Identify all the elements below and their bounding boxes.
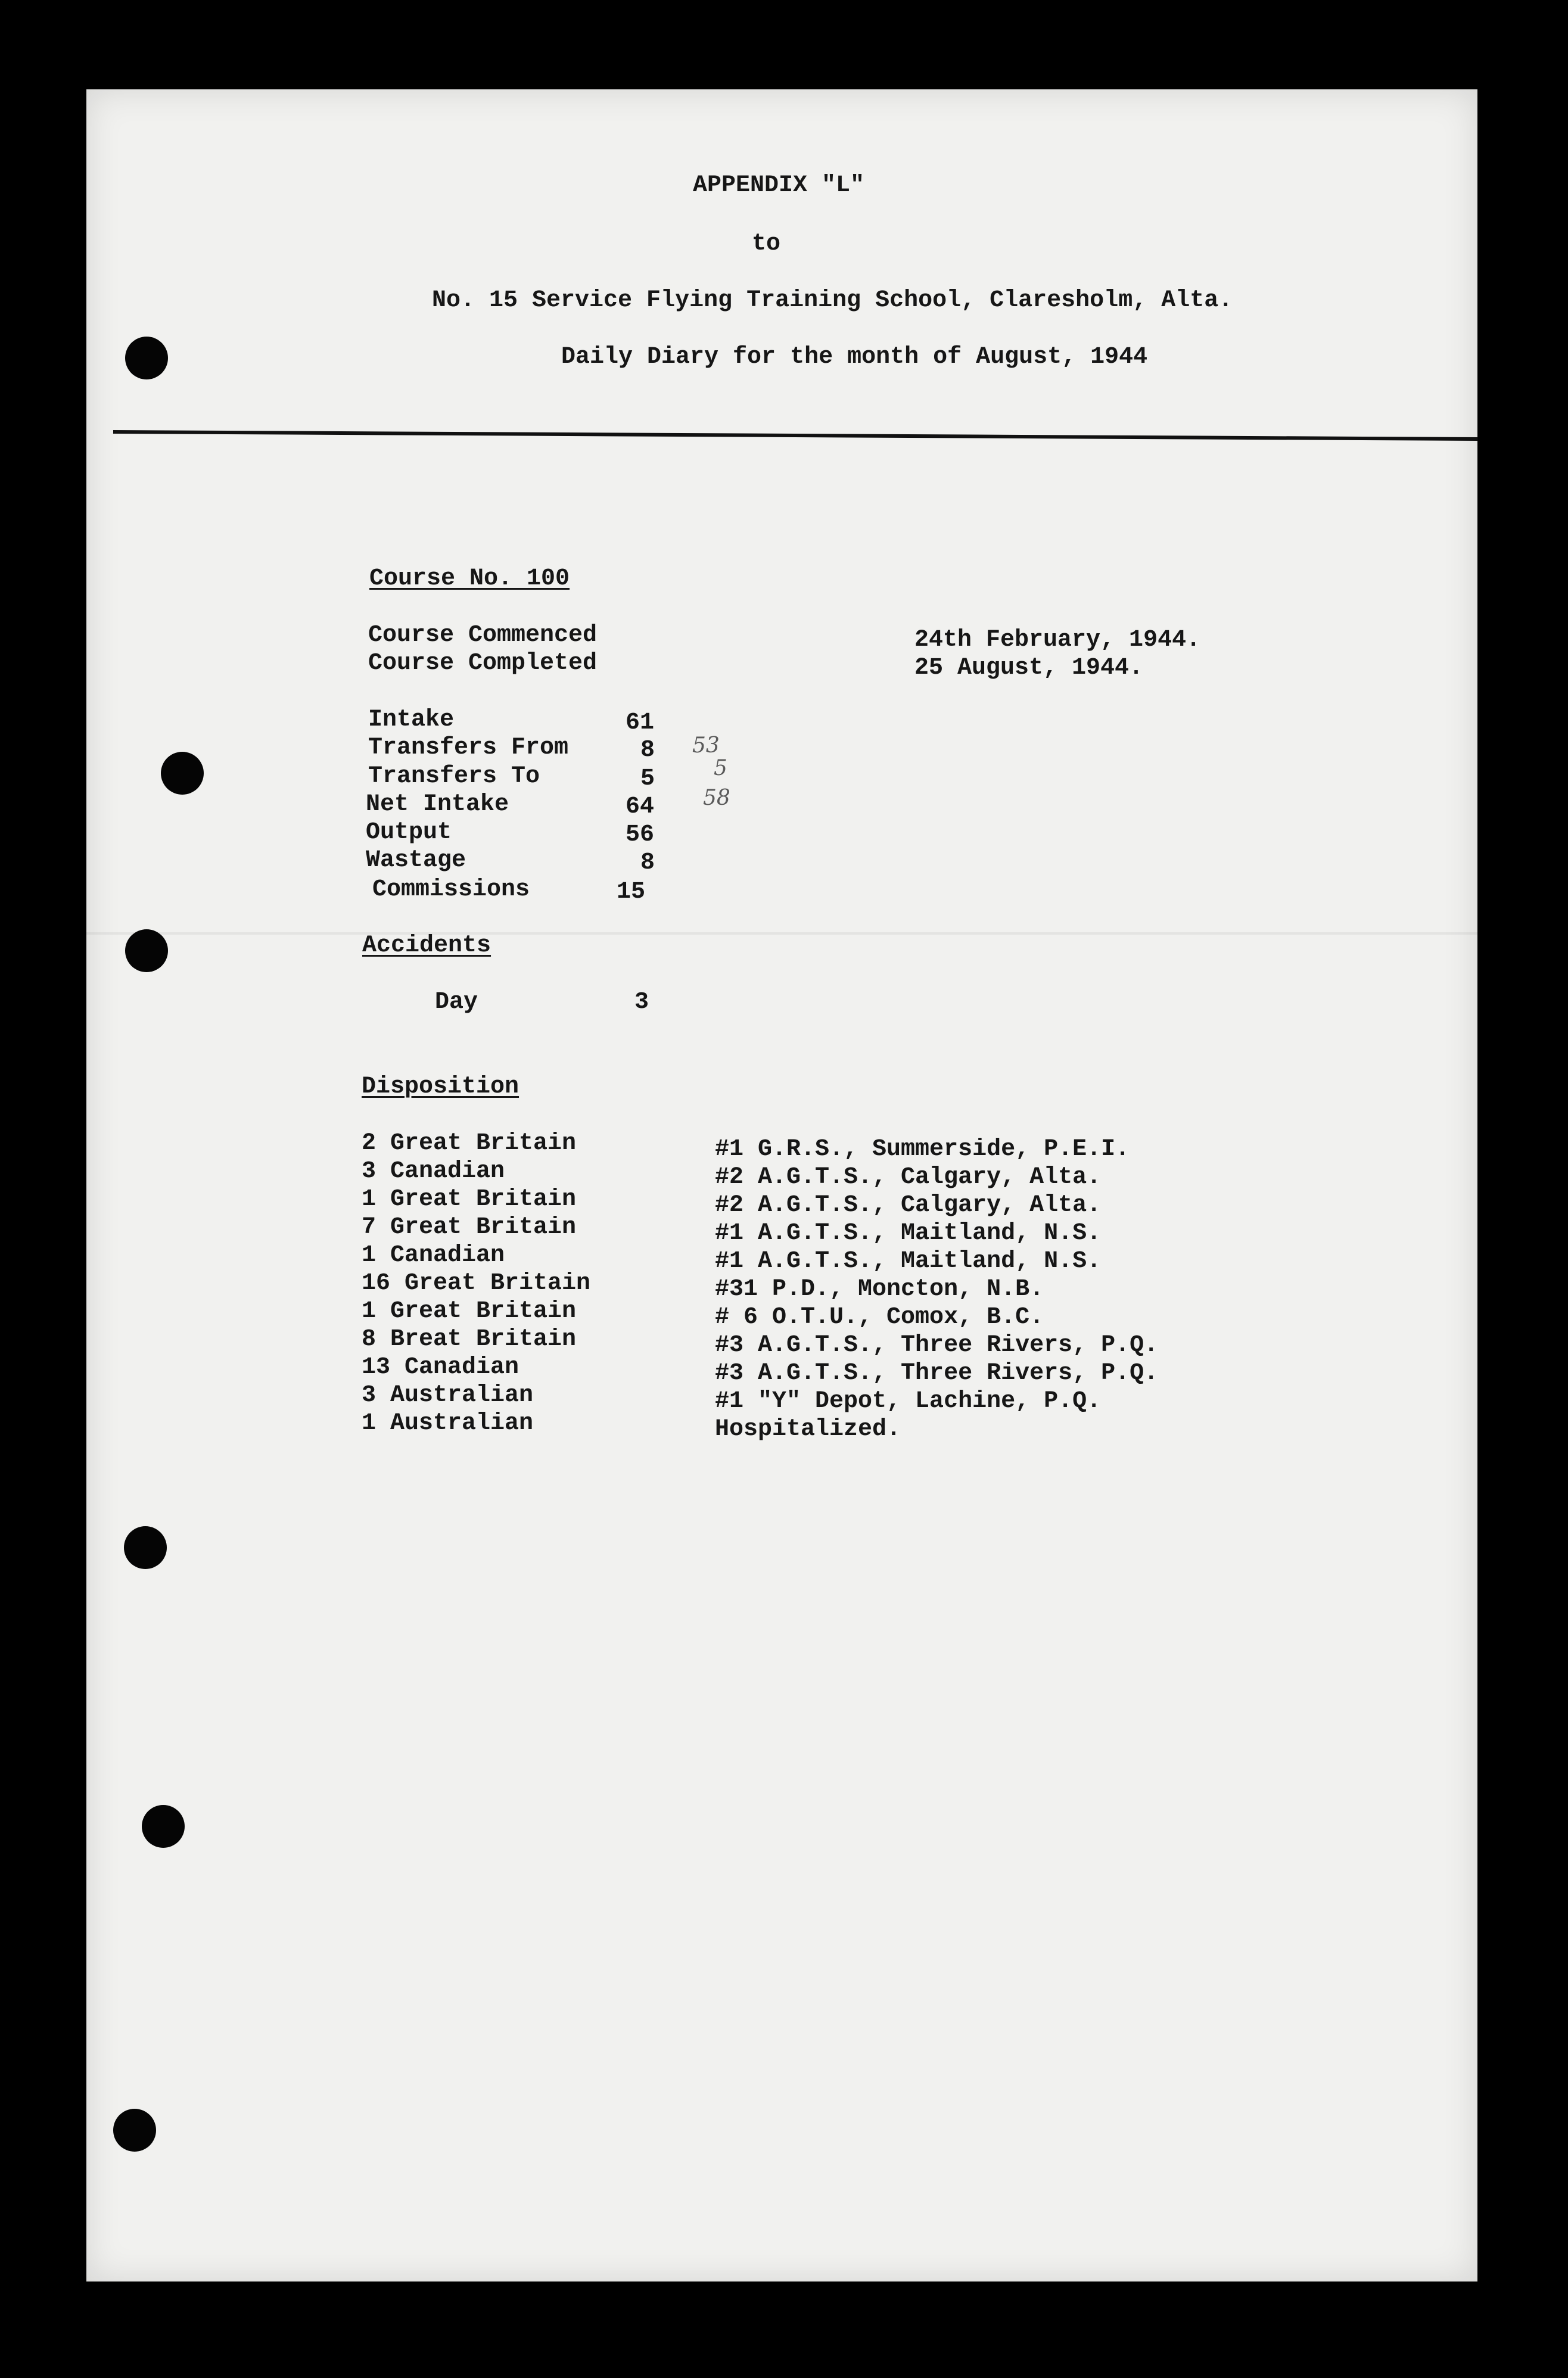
accidents-label: Day [435,989,478,1016]
disposition-group: 3 Australian [362,1382,534,1409]
stat-value: 61 [626,709,655,736]
disposition-heading: Disposition [362,1073,519,1100]
punch-hole [125,337,168,379]
handwritten-note: 53 [692,733,720,758]
punch-hole [142,1805,185,1848]
disposition-group: 8 Breat Britain [362,1326,577,1353]
stat-value: 8 [640,849,655,876]
disposition-group: 1 Canadian [362,1242,505,1269]
disposition-group: 2 Great Britain [362,1130,577,1157]
stat-label: Transfers To [368,763,540,790]
disposition-group: 1 Australian [362,1410,534,1437]
completed-label: Course Completed [368,650,598,677]
handwritten-note: 58 [703,786,730,810]
punch-hole [161,752,204,795]
disposition-destination: #2 A.G.T.S., Calgary, Alta. [715,1192,1102,1219]
disposition-destination: Hospitalized. [715,1416,901,1443]
stat-label: Output [366,819,452,846]
punch-hole [125,929,168,972]
commenced-date: 24th February, 1944. [914,627,1201,653]
disposition-group: 7 Great Britain [362,1214,577,1241]
appendix-title: APPENDIX "L" [693,172,865,199]
stat-label: Wastage [366,847,466,874]
handwritten-note: 5 [714,756,727,780]
diary-line: Daily Diary for the month of August, 1944 [561,344,1148,371]
stat-label: Commissions [372,876,530,903]
completed-date: 25 August, 1944. [914,655,1144,681]
disposition-destination: #1 G.R.S., Summerside, P.E.I. [715,1136,1130,1163]
disposition-group: 1 Great Britain [362,1298,577,1325]
stat-value: 56 [626,821,655,848]
punch-hole [124,1526,167,1569]
stat-value: 64 [626,793,655,820]
accidents-value: 3 [634,989,649,1016]
disposition-group: 13 Canadian [362,1354,519,1381]
to-line: to [752,231,781,257]
school-line: No. 15 Service Flying Training School, Claresholm, Alta. [432,287,1233,314]
stat-label: Transfers From [368,734,569,761]
stat-label: Net Intake [366,791,509,818]
page-fold [86,932,1477,935]
stat-value: 5 [640,765,655,792]
course-heading: Course No. 100 [369,565,570,592]
disposition-group: 3 Canadian [362,1158,505,1185]
disposition-destination: # 6 O.T.U., Comox, B.C. [715,1304,1044,1331]
disposition-destination: #3 A.G.T.S., Three Rivers, P.Q. [715,1360,1159,1387]
punch-hole [113,2109,156,2152]
disposition-group: 16 Great Britain [362,1270,591,1297]
accidents-heading: Accidents [362,932,491,959]
disposition-destination: #1 "Y" Depot, Lachine, P.Q. [715,1388,1102,1415]
disposition-destination: #31 P.D., Moncton, N.B. [715,1276,1044,1303]
commenced-label: Course Commenced [368,622,598,649]
stat-label: Intake [368,706,455,733]
stat-value: 15 [617,879,646,905]
disposition-destination: #1 A.G.T.S., Maitland, N.S. [715,1248,1102,1275]
stat-value: 8 [640,737,655,764]
disposition-destination: #3 A.G.T.S., Three Rivers, P.Q. [715,1332,1159,1359]
disposition-destination: #2 A.G.T.S., Calgary, Alta. [715,1164,1102,1191]
disposition-destination: #1 A.G.T.S., Maitland, N.S. [715,1220,1102,1247]
disposition-group: 1 Great Britain [362,1186,577,1213]
